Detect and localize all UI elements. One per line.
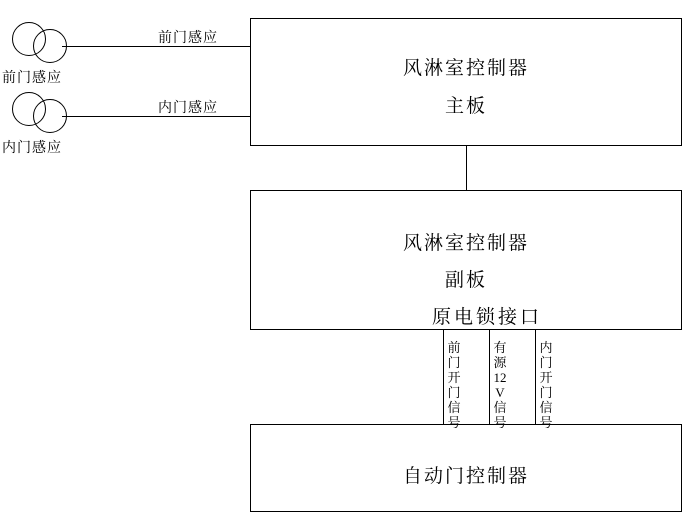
sub-board-title-line2: 副板	[444, 270, 487, 291]
inner-door-open-signal-label: 内门开门信号	[539, 340, 553, 430]
auto-door-title-line1: 自动门控制器	[402, 466, 529, 487]
main-to-sub-link-line	[466, 146, 467, 190]
front-door-signal-line	[62, 46, 250, 47]
original-lock-interface-label: 原电锁接口	[432, 307, 543, 328]
auto-door-box	[250, 424, 682, 512]
main-board-title-line1: 风淋室控制器	[402, 58, 529, 79]
powered-12v-signal-line	[489, 330, 490, 424]
inner-door-sensor-caption: 内门感应	[2, 141, 62, 156]
front-door-open-signal-label: 前门开门信号	[447, 340, 461, 430]
front-door-sensor-caption: 前门感应	[2, 71, 62, 86]
inner-door-signal-line	[62, 116, 250, 117]
sub-board-title-line1: 风淋室控制器	[402, 233, 529, 254]
inner-door-open-signal-line	[535, 330, 536, 424]
main-board-title-line2: 主板	[444, 96, 487, 117]
front-door-open-signal-line	[443, 330, 444, 424]
main-board-box	[250, 18, 682, 146]
powered-12v-signal-label: 有源12V信号	[493, 340, 507, 430]
inner-door-signal-label: 内门感应	[158, 101, 218, 116]
front-door-signal-label: 前门感应	[158, 31, 218, 46]
